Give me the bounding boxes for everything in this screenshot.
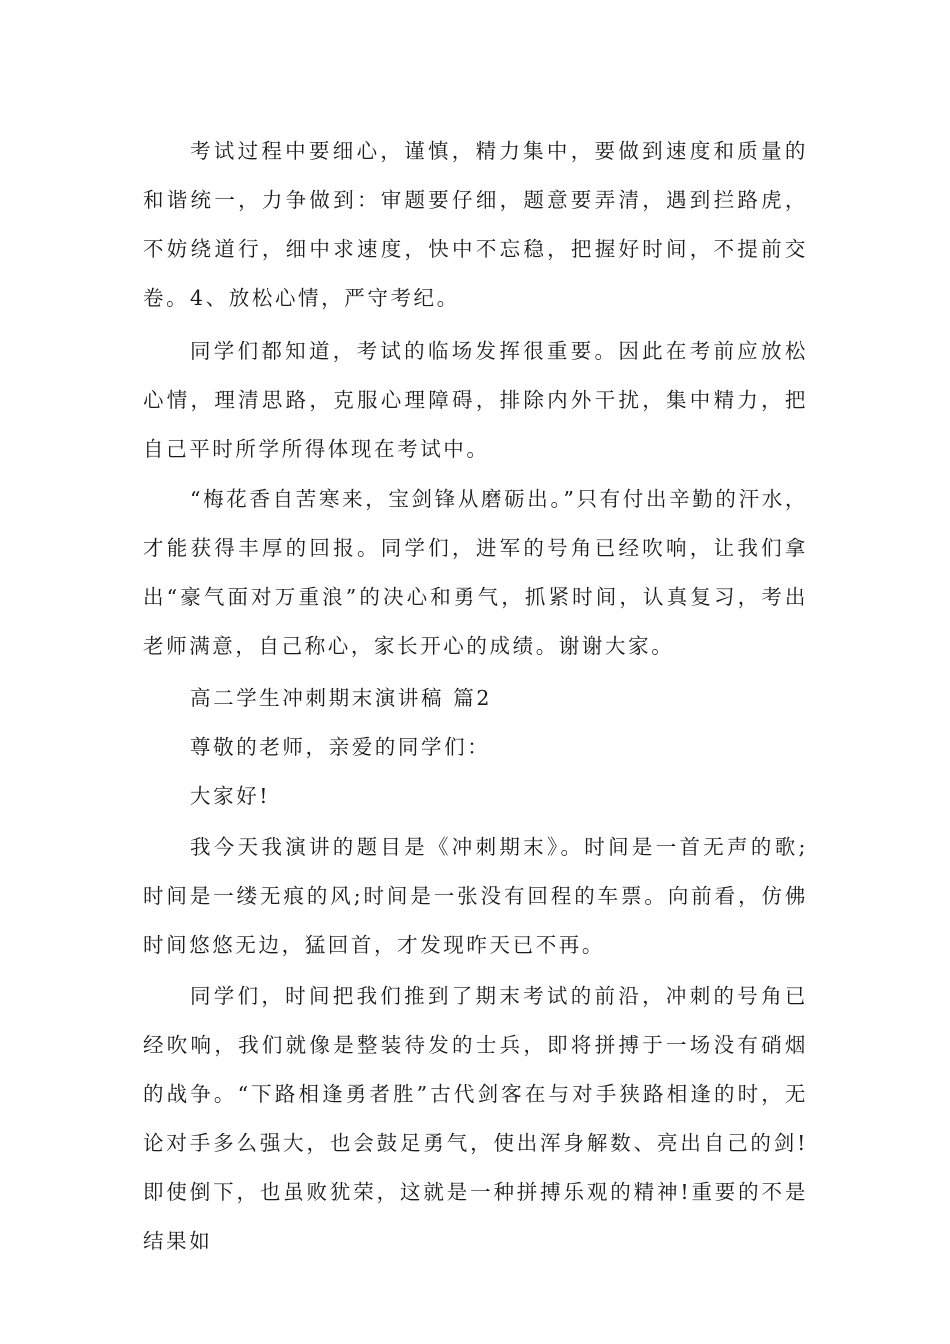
paragraph-final-sprint: 同学们，时间把我们推到了期末考试的前沿，冲刺的号角已经吹响，我们就像是整装待发的士兵，即将拼搏于一场没有硝烟的战争。“下路相逢勇者胜”古代剑客在与对手狭路相逢的时，无论对手多么强大，也会鼓足勇气，使出浑身解数、亮出自己的剑!即使倒下，也虽败犹荣，这就是一种拼搏乐观的精神!重要的不是结果如 (143, 984, 808, 1253)
greeting: 大家好! (190, 784, 271, 808)
paragraph-speech-topic: 我今天我演讲的题目是《冲刺期末》。时间是一首无声的歌;时间是一缕无痕的风;时间是一张没有回程的车票。向前看，仿佛时间悠悠无边，猛回首，才发现昨天已不再。 (143, 835, 808, 957)
salutation: 尊敬的老师，亲爱的同学们： (190, 735, 491, 759)
paragraph-plum-blossom-quote: “梅花香自苦寒来，宝剑锋从磨砺出。”只有付出辛勤的汗水，才能获得丰厚的回报。同学们，进军的号角已经吹响，让我们拿出“豪气面对万重浪”的决心和勇气，抓紧时间，认真复习，考出老师满意，自己称心，家长开心的成绩。谢谢大家。 (143, 487, 808, 658)
paragraph-relax-mind: 同学们都知道，考试的临场发挥很重要。因此在考前应放松心情，理清思路，克服心理障碍，排除内外干扰，集中精力，把自己平时所学所得体现在考试中。 (143, 339, 808, 461)
heading-relax-discipline: 4、放松心情，严守考纪。 (190, 286, 460, 310)
section-title-speech-2: 高二学生冲刺期末演讲稿 篇2 (190, 686, 492, 710)
paragraph-exam-process: 考试过程中要细心，谨慎，精力集中，要做到速度和质量的和谐统一，力争做到：审题要仔细，题意要弄清，遇到拦路虎，不妨绕道行，细中求速度，快中不忘稳，把握好时间，不提前交卷。 (143, 139, 808, 310)
